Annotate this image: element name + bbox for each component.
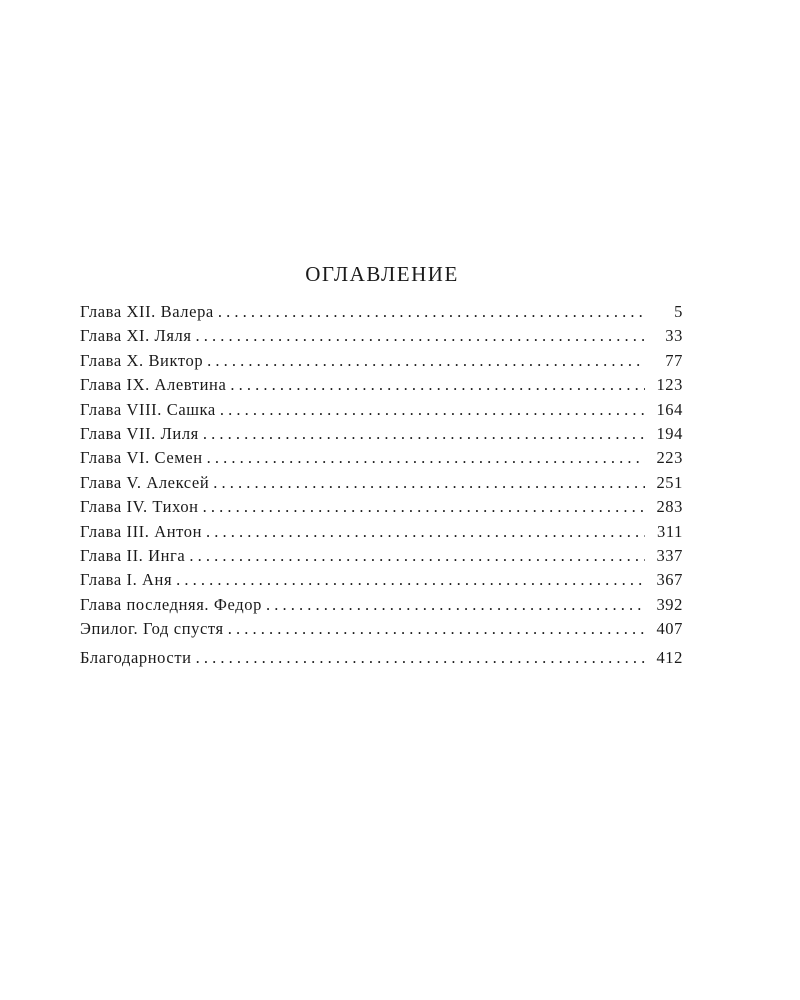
- toc-entry: [80, 448, 683, 472]
- toc-entry: [80, 497, 683, 521]
- toc-entry-page: 407: [656, 619, 683, 639]
- dot-leader: [218, 302, 645, 322]
- toc-entry-label: Глава V. Алексей: [80, 472, 210, 492]
- toc-entry-label: Глава последняя. Федор: [80, 594, 262, 614]
- page-title: ОГЛАВЛЕНИЕ: [305, 262, 459, 286]
- table-of-contents: [80, 302, 683, 673]
- toc-entry-page: 123: [656, 375, 683, 395]
- dot-leader: [206, 522, 645, 542]
- dot-leader: [196, 326, 645, 346]
- toc-entry-label: Эпилог. Год спустя: [80, 619, 224, 639]
- dot-leader: [228, 619, 645, 639]
- toc-entry-page: 392: [656, 594, 683, 614]
- toc-entry-label: Глава VII. Лиля: [80, 423, 199, 443]
- toc-entry: [80, 424, 683, 448]
- toc-entry-page: 164: [656, 399, 683, 419]
- toc-entry: [80, 595, 683, 619]
- toc-entry-page: 337: [656, 545, 683, 565]
- toc-entry: [80, 351, 683, 375]
- dot-leader: [207, 351, 645, 371]
- toc-entry: [80, 570, 683, 594]
- toc-entry-label: Глава I. Аня: [80, 570, 173, 590]
- toc-entry: [80, 546, 683, 570]
- dot-leader: [189, 546, 645, 566]
- toc-entry-page: 367: [656, 570, 683, 590]
- toc-entry: [80, 302, 683, 326]
- toc-entry-page: 311: [657, 521, 683, 541]
- toc-entry-page: 223: [656, 448, 683, 468]
- toc-entry: [80, 400, 683, 424]
- toc-entry: [80, 375, 683, 399]
- toc-entry-label: Глава IV. Тихон: [80, 497, 199, 517]
- toc-entry: [80, 648, 683, 672]
- toc-entry-page: 33: [665, 326, 683, 346]
- toc-entry-page: 251: [656, 472, 683, 492]
- toc-entry-label: Глава XII. Валера: [80, 302, 214, 321]
- dot-leader: [203, 424, 645, 444]
- toc-entry-label: Глава III. Антон: [80, 521, 203, 541]
- toc-entry: [80, 619, 683, 643]
- dot-leader: [176, 570, 645, 590]
- dot-leader: [213, 473, 645, 493]
- dot-leader: [266, 595, 645, 615]
- toc-entry-label: Благодарности: [80, 648, 192, 668]
- toc-entry-page: 5: [674, 302, 683, 321]
- dot-leader: [230, 375, 645, 395]
- toc-entry-label: Глава VIII. Сашка: [80, 399, 216, 419]
- toc-entry-label: Глава VI. Семен: [80, 448, 203, 468]
- toc-entry: [80, 326, 683, 350]
- toc-entry-label: Глава X. Виктор: [80, 350, 204, 370]
- toc-entry-label: Глава XI. Ляля: [80, 326, 192, 346]
- dot-leader: [207, 448, 645, 468]
- toc-entry: [80, 473, 683, 497]
- toc-entry-page: 77: [665, 350, 683, 370]
- dot-leader: [203, 497, 645, 517]
- toc-entry-page: 194: [656, 423, 683, 443]
- toc-entry-page: 283: [656, 497, 683, 517]
- toc-entry: [80, 522, 683, 546]
- toc-entry-page: 412: [656, 648, 683, 668]
- toc-entry-label: Глава II. Инга: [80, 545, 186, 565]
- dot-leader: [220, 400, 645, 420]
- dot-leader: [196, 648, 645, 668]
- toc-entry-label: Глава IX. Алевтина: [80, 375, 227, 395]
